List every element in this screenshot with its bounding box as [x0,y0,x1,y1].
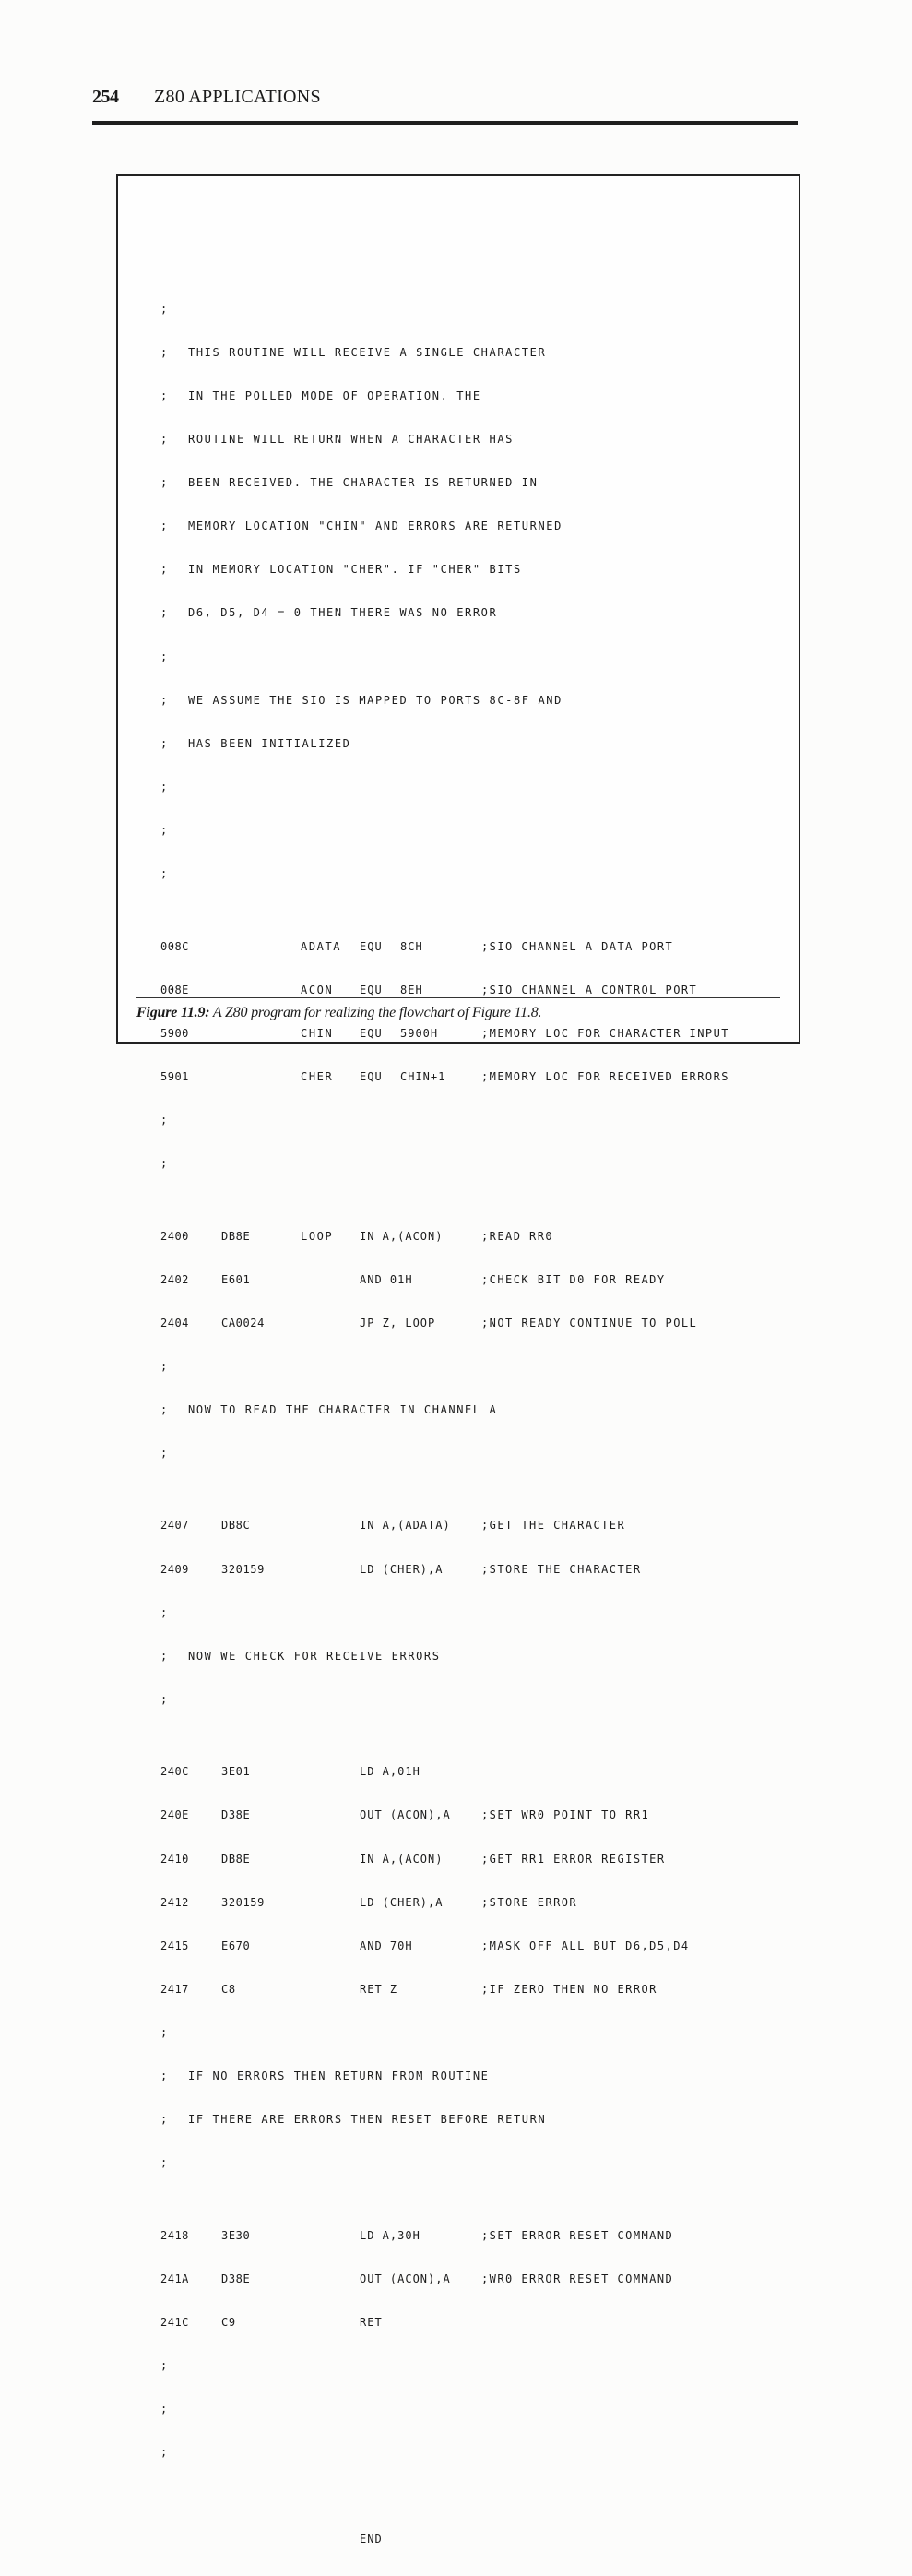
comment-line: ; [160,650,168,663]
comment-line: ; [160,1359,168,1373]
figure-caption [136,1005,541,1021]
comment-line: ; IF NO ERRORS THEN RETURN FROM ROUTINE [160,2069,490,2082]
comment-line: ; [160,2446,168,2460]
code-line: 2415 E670 AND 70H ;MASK OFF ALL BUT D6,D5,D4 [160,1938,690,1952]
code-line: 241A D38E OUT (ACON),A ;WR0 ERROR RESET COMMAND [160,2272,674,2285]
code-line: 2412 320159 LD (CHER),A ;STORE ERROR [160,1895,578,1909]
code-line: 2400 DB8E LOOP IN A,(ACON) ;READ RR0 [160,1229,554,1243]
comment-line: ; D6, D5, D4 = 0 THEN THERE WAS NO ERROR [160,606,498,620]
comment-line: ; [160,1605,168,1619]
code-line: 2404 CA0024 JP Z, LOOP ;NOT READY CONTINUE TO POLL [160,1316,698,1330]
equate-line: 008E ACON EQU 8EH ;SIO CHANNEL A CONTROL PORT [160,983,698,996]
figure-box [116,174,800,2546]
comment-line: ; [160,780,168,793]
page-header [92,87,798,114]
code-line: 2410 DB8E IN A,(ACON) ;GET RR1 ERROR REGISTER [160,1852,666,1866]
comment-line: ; WE ASSUME THE SIO IS MAPPED TO PORTS 8C-8F AND [160,693,563,707]
running-head: Z80 APPLICATIONS [154,87,321,107]
comment-line: ; THIS ROUTINE WILL RECEIVE A SINGLE CHARACTER [160,345,547,359]
caption-text: A Z80 program for realizing the flowchart of Figure 11.8. [209,1005,542,1020]
equate-line: 5901 CHER EQU CHIN+1 ;MEMORY LOC FOR RECEIVED ERRORS [160,1069,729,1083]
code-line: 2407 DB8C IN A,(ADATA) ;GET THE CHARACTER [160,1519,626,1532]
equate-line: 5900 CHIN EQU 5900H ;MEMORY LOC FOR CHARACTER INPUT [160,1026,729,1040]
figure-label: Figure 11.9: [136,1005,210,1020]
code-line: 2402 E601 AND 01H ;CHECK BIT D0 FOR READY [160,1272,666,1286]
page-number: 254 [92,87,119,107]
blank-line [160,2489,187,2504]
equate-line: 008C ADATA EQU 8CH ;SIO CHANNEL A DATA PORT [160,939,674,953]
comment-line: ; NOW WE CHECK FOR RECEIVE ERRORS [160,1649,441,1663]
comment-line: ; [160,823,168,837]
comment-line: ; [160,302,168,316]
comment-line: ; MEMORY LOCATION "CHIN" AND ERRORS ARE RETURNED [160,519,563,533]
comment-line: ; [160,1113,168,1127]
code-line: 2418 3E30 LD A,30H ;SET ERROR RESET COMMAND [160,2228,674,2242]
comment-line: ; ROUTINE WILL RETURN WHEN A CHARACTER HAS [160,433,514,447]
comment-line: ; IN THE POLLED MODE OF OPERATION. THE [160,389,481,402]
comment-line: ; NOW TO READ THE CHARACTER IN CHANNEL A [160,1402,498,1416]
comment-line: ; [160,1157,168,1170]
caption-rule [136,997,780,998]
header-rule [92,121,798,125]
comment-line: ; [160,2403,168,2416]
comment-line: ; BEEN RECEIVED. THE CHARACTER IS RETURNED IN [160,476,539,490]
comment-line: ; [160,2025,168,2039]
comment-line: ; [160,1446,168,1460]
code-line: 240C 3E01 LD A,01H [160,1765,420,1779]
code-line: 241C C9 RET [160,2315,383,2329]
code-line: 2417 C8 RET Z ;IF ZERO THEN NO ERROR [160,1982,657,1996]
code-line: 2409 320159 LD (CHER),A ;STORE THE CHARACTER [160,1562,642,1576]
code-line: 240E D38E OUT (ACON),A ;SET WR0 POINT TO RR1 [160,1808,650,1822]
comment-line: ; [160,2358,168,2372]
comment-line: ; [160,1692,168,1706]
comment-line: ; IN MEMORY LOCATION "CHER". IF "CHER" BITS [160,563,522,577]
comment-line: ; HAS BEEN INITIALIZED [160,736,351,750]
comment-line: ; [160,867,168,881]
comment-line: ; [160,2156,168,2170]
comment-line: ; IF THERE ARE ERRORS THEN RESET BEFORE RETURN [160,2113,547,2127]
end-directive: END [360,2533,383,2546]
end-directive-line [160,2533,383,2547]
